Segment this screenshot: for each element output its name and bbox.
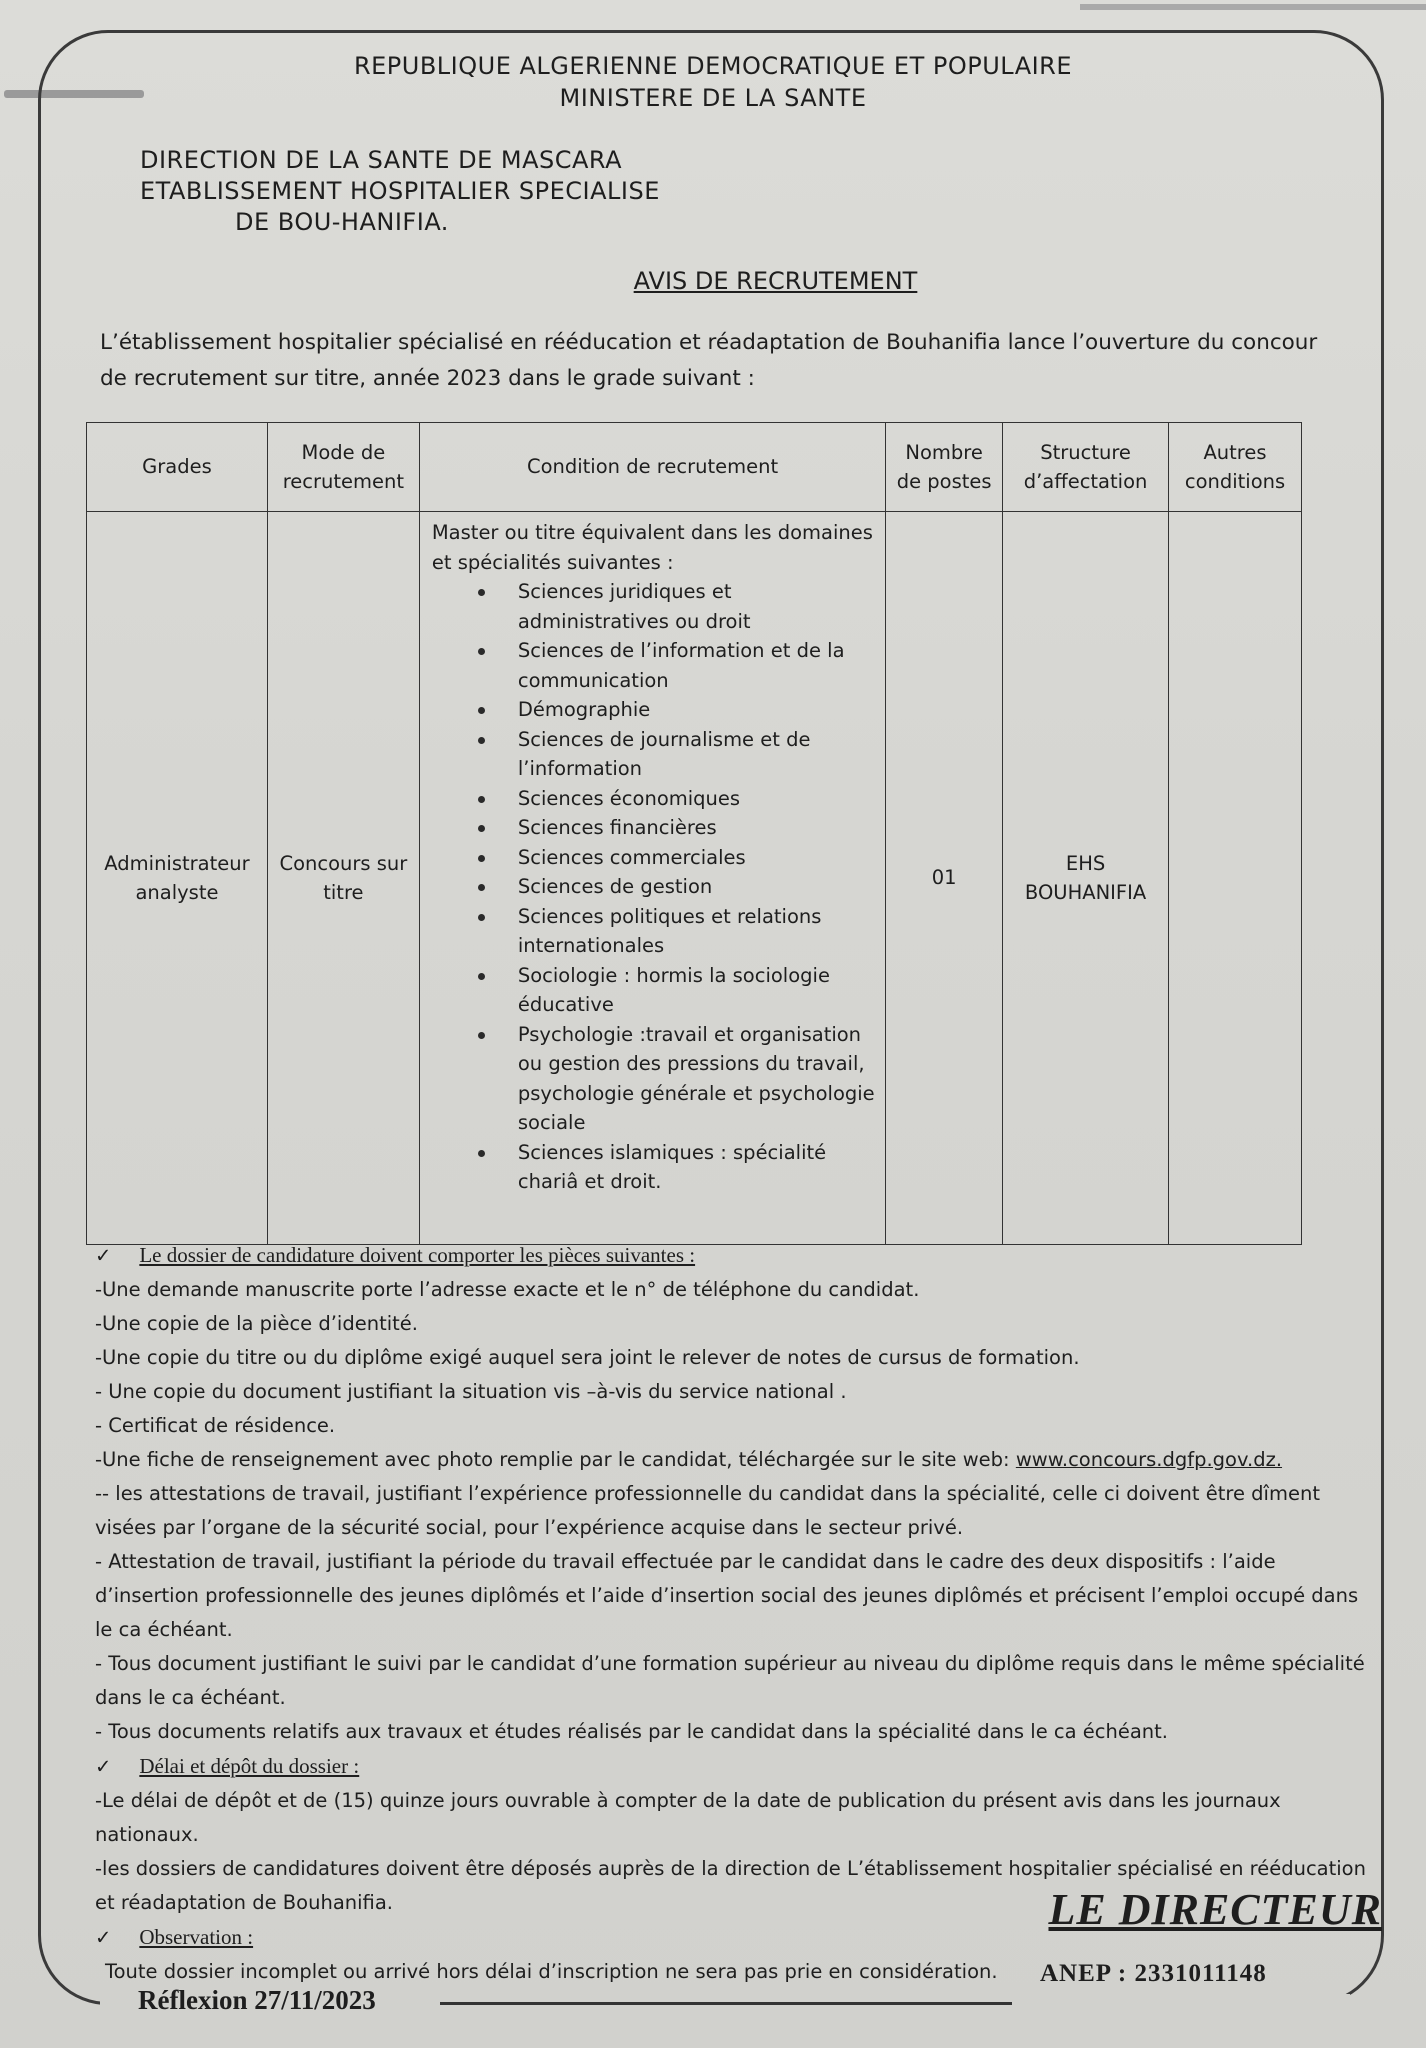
cell-nombre: 01 xyxy=(886,512,1003,1245)
observation-text: Toute dossier incomplet ou arrivé hors délai d’inscription ne sera pas prie en considération. xyxy=(105,1960,998,1983)
dossier-item: -Une copie du titre ou du diplôme exigé auquel sera joint le relever de notes de cursus de formation. xyxy=(95,1346,1080,1369)
page-title-text: AVIS DE RECRUTEMENT xyxy=(633,267,918,295)
cell-condition xyxy=(419,512,885,1245)
check-icon: ✓ xyxy=(95,1926,112,1949)
cell-structure: EHS BOUHANIFIA xyxy=(1003,512,1169,1245)
footer-rule xyxy=(440,2002,1012,2005)
anep-number: ANEP : 2331011148 xyxy=(1040,1960,1267,1987)
list-item: Sciences juridiques et administratives ou droit xyxy=(518,577,875,636)
intro-paragraph: L’établissement hospitalier spécialisé en rééducation et réadaptation de Bouhanifia lance l’ouverture du concour de recrutement sur titre, année 2023 dans le grade suivant : xyxy=(100,330,1318,391)
etablissement-line: ETABLISSEMENT HOSPITALIER SPECIALISE xyxy=(140,177,660,205)
list-item: Sociologie : hormis la sociologie éducative xyxy=(518,961,875,1020)
list-item: Sciences islamiques : spécialité chariâ et droit. xyxy=(518,1138,875,1197)
table-row xyxy=(87,512,1302,1245)
header-mode: Mode de recrutement xyxy=(267,423,419,512)
header-grades: Grades xyxy=(87,423,268,512)
director-signature: LE DIRECTEUR xyxy=(1048,1885,1382,1934)
header-autres: Autres conditions xyxy=(1169,423,1302,512)
dossier-item-text: -Une fiche de renseignement avec photo remplie par le candidat, téléchargée sur le site web: xyxy=(95,1448,1016,1471)
list-item: Psychologie :travail et organisation ou gestion des pressions du travail, psychologie générale et psychologie sociale xyxy=(518,1020,875,1138)
dossier-item: - Certificat de résidence. xyxy=(95,1414,336,1437)
list-item: Sciences commerciales xyxy=(518,843,875,873)
dossier-item: - Une copie du document justifiant la situation vis –à-vis du service national . xyxy=(95,1380,847,1403)
header-structure: Structure d’affectation xyxy=(1003,423,1169,512)
dossier-heading-text: Le dossier de candidature doivent comporter les pièces suivantes : xyxy=(139,1243,696,1267)
list-item: Sciences politiques et relations internationales xyxy=(518,902,875,961)
delai-heading xyxy=(95,1749,1380,1784)
page-title xyxy=(0,265,1426,297)
website-link[interactable]: www.concours.dgfp.gov.dz. xyxy=(1015,1448,1283,1471)
header-center xyxy=(0,50,1426,114)
dossier-item: -- les attestations de travail, justifiant l’expérience professionnelle du candidat dans la spécialité, celle ci doivent être dîment visées par l’organe de la sécurité social, pour l’expérience acquise dans le secteur privé. xyxy=(95,1482,1320,1539)
check-icon: ✓ xyxy=(95,1755,112,1778)
header-left xyxy=(140,145,660,238)
dossier-item: - Tous documents relatifs aux travaux et études réalisés par le candidat dans la spécialité dans le ca échéant. xyxy=(95,1720,1168,1743)
header-condition: Condition de recrutement xyxy=(419,423,885,512)
condition-intro: Master ou titre équivalent dans les domaines et spécialités suivantes : xyxy=(431,521,873,574)
cell-mode: Concours sur titre xyxy=(267,512,419,1245)
list-item: Sciences financières xyxy=(518,813,875,843)
dossier-heading xyxy=(95,1238,1380,1273)
dossier-item: - Attestation de travail, justifiant la période du travail effectuée par le candidat dans le cadre des deux dispositifs : l’aide d’insertion professionnelle des jeunes diplômés et l’aide d’insertion social des jeunes diplômés et précisent l’emploi occupé dans le ca échéant. xyxy=(95,1550,1359,1641)
recruitment-table xyxy=(86,422,1302,1245)
location-line: DE BOU-HANIFIA. xyxy=(235,208,449,236)
cell-grade: Administrateur analyste xyxy=(87,512,268,1245)
observation-heading-text: Observation : xyxy=(139,1925,254,1949)
check-icon: ✓ xyxy=(95,1244,112,1267)
delai-item: -les dossiers de candidatures doivent être déposés auprès de la direction de L’établissement hospitalier spécialisé en rééducation et réadaptation de Bouhanifia. xyxy=(95,1857,1366,1914)
specialites-list xyxy=(432,577,875,1197)
list-item: Sciences de gestion xyxy=(518,872,875,902)
table-header-row xyxy=(87,423,1302,512)
list-item: Démographie xyxy=(518,695,875,725)
cell-autres xyxy=(1169,512,1302,1245)
list-item: Sciences de journalisme et de l’information xyxy=(518,725,875,784)
dossier-section xyxy=(95,1238,1380,1989)
delai-heading-text: Délai et dépôt du dossier : xyxy=(139,1754,360,1778)
dossier-item: -Une demande manuscrite porte l’adresse exacte et le n° de téléphone du candidat. xyxy=(95,1278,920,1301)
direction-line: DIRECTION DE LA SANTE DE MASCARA xyxy=(140,146,623,174)
list-item: Sciences de l’information et de la communication xyxy=(518,636,875,695)
paper-edge xyxy=(1080,4,1426,10)
dossier-item: -Une copie de la pièce d’identité. xyxy=(95,1312,418,1335)
ministry-line: MINISTERE DE LA SANTE xyxy=(559,84,867,112)
republic-line: REPUBLIQUE ALGERIENNE DEMOCRATIQUE ET POPULAIRE xyxy=(353,52,1073,80)
dossier-item-website xyxy=(95,1443,1380,1477)
header-nombre: Nombre de postes xyxy=(886,423,1003,512)
delai-item: -Le délai de dépôt et de (15) quinze jours ouvrable à compter de la date de publication du présent avis dans les journaux nationaux. xyxy=(95,1789,1281,1846)
list-item: Sciences économiques xyxy=(518,784,875,814)
reflexion-date: Réflexion 27/11/2023 xyxy=(138,1985,376,2015)
dossier-item: - Tous document justifiant le suivi par le candidat d’une formation supérieur au niveau du diplôme requis dans le même spécialité dans le ca échéant. xyxy=(95,1652,1365,1709)
